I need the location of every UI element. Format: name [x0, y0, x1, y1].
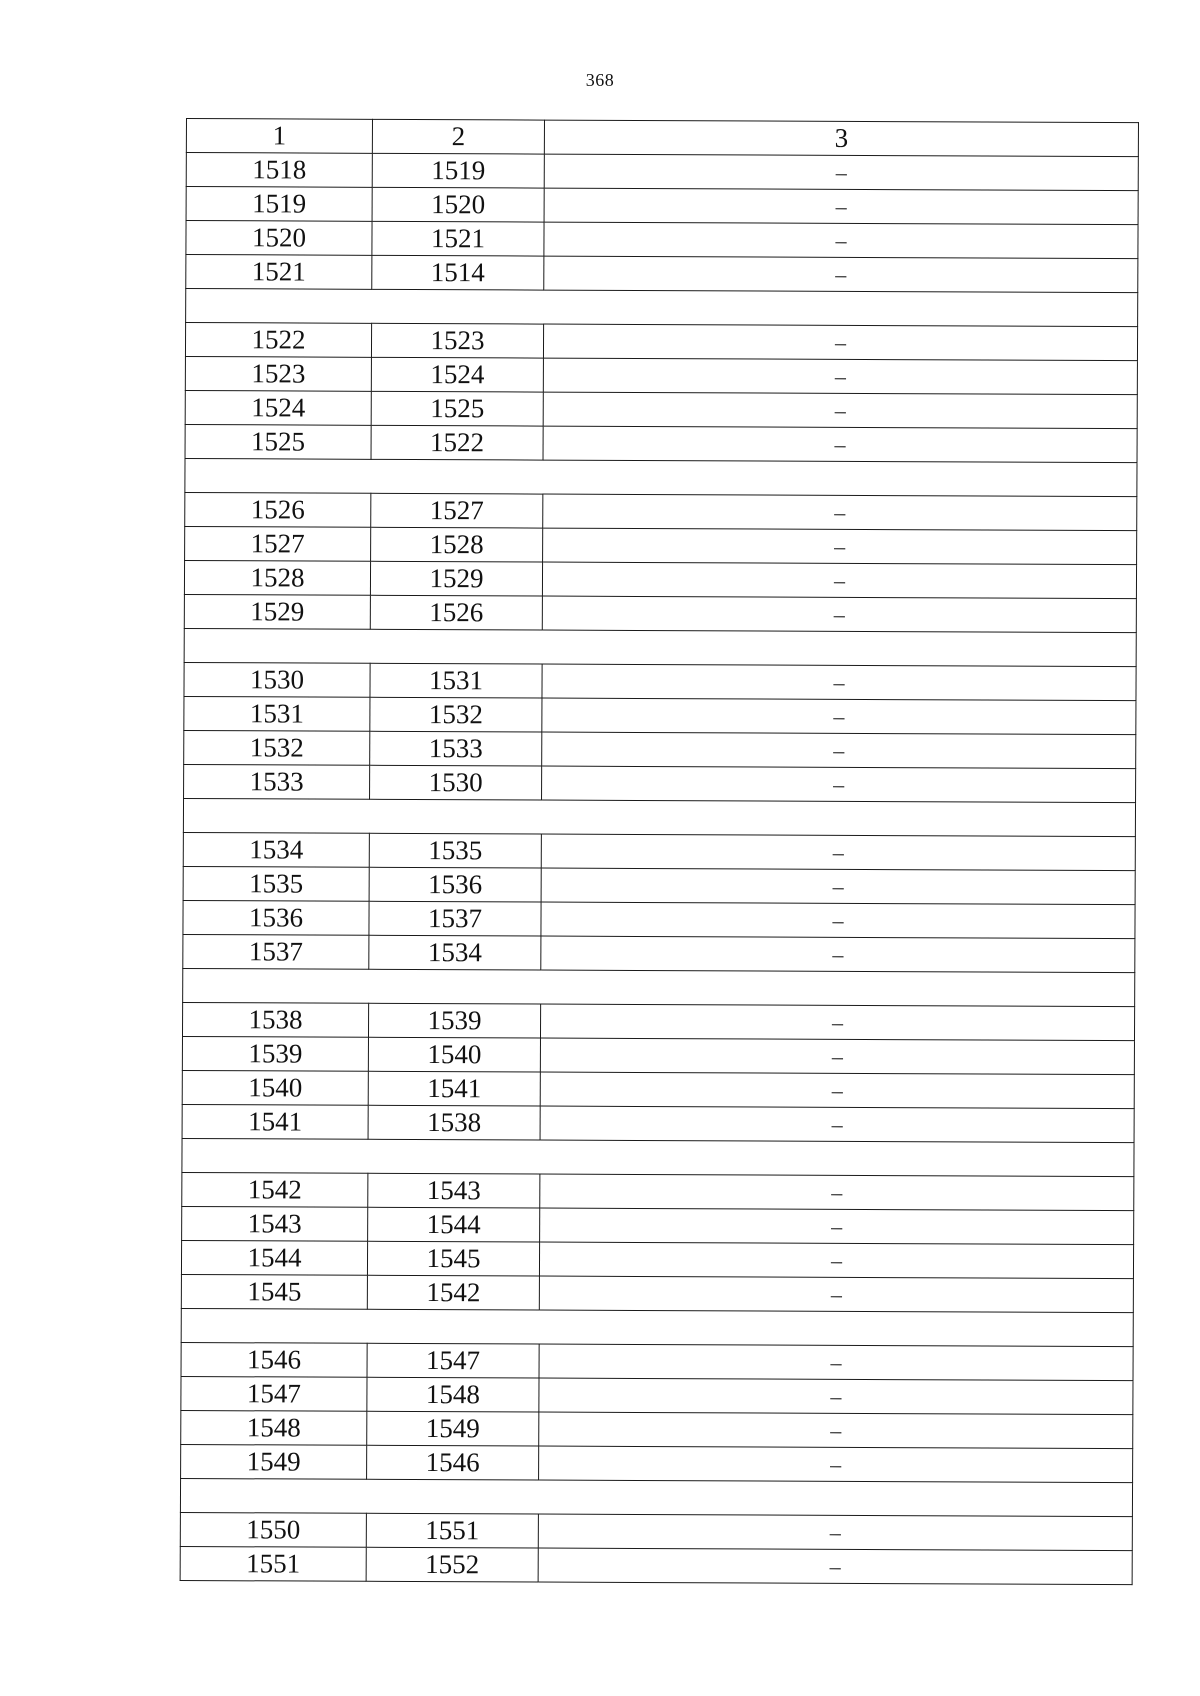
table-row	[185, 390, 1137, 428]
table-cell-col3: –	[539, 1276, 1133, 1313]
table-cell-col2: 1524	[371, 357, 543, 392]
table-cell-col1: 1526	[185, 492, 371, 527]
table-cell-col2: 1526	[370, 595, 542, 630]
table-cell-col2: 1534	[369, 935, 541, 970]
table-cell-col2: 1544	[368, 1207, 540, 1242]
table-row	[182, 1070, 1134, 1108]
table-row	[185, 424, 1137, 462]
table-cell-col2: 1529	[370, 561, 542, 596]
table-row	[182, 1172, 1134, 1210]
table-row	[185, 492, 1137, 530]
table-cell-col3: –	[542, 664, 1136, 701]
table-cell-col2: 1545	[367, 1241, 539, 1276]
table-cell-col2: 1540	[368, 1037, 540, 1072]
table-row	[185, 323, 1137, 361]
page-number: 368	[585, 70, 615, 90]
table-cell-col2: 1543	[368, 1173, 540, 1208]
table-cell-col1: 1540	[182, 1070, 368, 1105]
table-row	[182, 1002, 1134, 1040]
table-header-row	[186, 119, 1138, 157]
table-cell-col3: –	[541, 936, 1135, 973]
table-row	[181, 1410, 1133, 1448]
table-cell-col3: –	[542, 766, 1136, 803]
table-cell-col3: –	[544, 256, 1138, 293]
table-row	[186, 153, 1138, 191]
table-row	[186, 187, 1138, 225]
column-header-1: 1	[186, 119, 372, 154]
table-row	[182, 1206, 1134, 1244]
table-row	[184, 764, 1136, 802]
table-cell-col2: 1552	[366, 1547, 538, 1582]
group-separator-cell	[186, 289, 1138, 327]
group-separator-cell	[180, 1478, 1132, 1516]
table-cell-col3: –	[539, 1344, 1133, 1381]
table-row	[181, 1274, 1133, 1312]
table-cell-col1: 1549	[181, 1444, 367, 1479]
table-cell-col1: 1542	[182, 1172, 368, 1207]
table-row	[180, 1512, 1132, 1550]
table-cell-col1: 1539	[182, 1036, 368, 1071]
group-separator-cell	[185, 458, 1137, 496]
table-cell-col2: 1527	[371, 493, 543, 528]
table-row	[182, 1104, 1134, 1142]
table-cell-col1: 1536	[183, 900, 369, 935]
table-cell-col3: –	[542, 562, 1136, 599]
table-cell-col1: 1522	[185, 323, 371, 358]
table-cell-col1: 1538	[182, 1002, 368, 1037]
table-row	[184, 662, 1136, 700]
table-cell-col1: 1523	[185, 356, 371, 391]
table-cell-col1: 1520	[186, 221, 372, 256]
table-cell-col2: 1542	[367, 1275, 539, 1310]
table-cell-col2: 1538	[368, 1105, 540, 1140]
table-cell-col1: 1541	[182, 1104, 368, 1139]
table-row	[183, 900, 1135, 938]
table-cell-col2: 1532	[370, 697, 542, 732]
group-separator-row	[183, 968, 1135, 1006]
group-separator-cell	[181, 1308, 1133, 1346]
table-row	[184, 730, 1136, 768]
group-separator-cell	[183, 798, 1135, 836]
table-cell-col1: 1547	[181, 1376, 367, 1411]
table-cell-col1: 1548	[181, 1410, 367, 1445]
table-cell-col2: 1521	[372, 221, 544, 256]
table-cell-col3: –	[543, 392, 1137, 429]
table-cell-col2: 1535	[369, 833, 541, 868]
table-cell-col3: –	[539, 1446, 1133, 1483]
table-cell-col3: –	[542, 698, 1136, 735]
group-separator-row	[182, 1138, 1134, 1176]
group-separator-row	[181, 1308, 1133, 1346]
table-cell-col1: 1533	[184, 764, 370, 799]
table-row	[185, 526, 1137, 564]
table-cell-col1: 1535	[183, 866, 369, 901]
table-cell-col3: –	[543, 426, 1137, 463]
table-cell-col3: –	[540, 1106, 1134, 1143]
group-separator-cell	[183, 968, 1135, 1006]
column-header-2: 2	[372, 119, 544, 154]
table-row	[183, 934, 1135, 972]
table-cell-col1: 1529	[184, 594, 370, 629]
table-cell-col2: 1539	[368, 1003, 540, 1038]
table-row	[186, 255, 1138, 293]
table-cell-col1: 1550	[180, 1512, 366, 1547]
table-row	[182, 1036, 1134, 1074]
table-cell-col3: –	[543, 358, 1137, 395]
group-separator-row	[184, 628, 1136, 666]
table-row	[181, 1376, 1133, 1414]
table-cell-col1: 1532	[184, 730, 370, 765]
table-cell-col1: 1537	[183, 934, 369, 969]
table-cell-col1: 1551	[180, 1546, 366, 1581]
group-separator-row	[186, 289, 1138, 327]
table-row	[186, 221, 1138, 259]
table-cell-col2: 1541	[368, 1071, 540, 1106]
table-cell-col1: 1531	[184, 696, 370, 731]
table-cell-col3: –	[540, 1004, 1134, 1041]
table-cell-col1: 1534	[183, 832, 369, 867]
table-cell-col3: –	[538, 1514, 1132, 1551]
table-cell-col1: 1519	[186, 187, 372, 222]
table-row	[183, 832, 1135, 870]
table-cell-col3: –	[540, 1174, 1134, 1211]
table-row	[181, 1342, 1133, 1380]
table-cell-col2: 1522	[371, 425, 543, 460]
table-cell-col1: 1543	[182, 1206, 368, 1241]
table-cell-col2: 1537	[369, 901, 541, 936]
table-cell-col3: –	[538, 1548, 1132, 1585]
table-cell-col3: –	[539, 1378, 1133, 1415]
group-separator-row	[183, 798, 1135, 836]
table-row	[181, 1444, 1133, 1482]
table-cell-col2: 1546	[367, 1445, 539, 1480]
table-cell-col3: –	[543, 528, 1137, 565]
table-cell-col1: 1544	[181, 1240, 367, 1275]
group-separator-row	[180, 1478, 1132, 1516]
table-cell-col2: 1533	[370, 731, 542, 766]
table-row	[183, 866, 1135, 904]
table-row	[185, 356, 1137, 394]
table-cell-col1: 1527	[185, 526, 371, 561]
table-cell-col2: 1519	[372, 153, 544, 188]
table-cell-col3: –	[540, 1208, 1134, 1245]
table-cell-col2: 1551	[366, 1513, 538, 1548]
table-cell-col3: –	[543, 494, 1137, 531]
table-cell-col3: –	[542, 732, 1136, 769]
table-cell-col1: 1546	[181, 1342, 367, 1377]
table-cell-col3: –	[541, 834, 1135, 871]
table-cell-col2: 1547	[367, 1343, 539, 1378]
table-cell-col2: 1548	[367, 1377, 539, 1412]
table-cell-col1: 1545	[181, 1274, 367, 1309]
table-cell-col1: 1528	[184, 560, 370, 595]
data-table	[180, 118, 1139, 1585]
table-cell-col2: 1523	[371, 323, 543, 358]
table-cell-col3: –	[539, 1412, 1133, 1449]
table-cell-col3: –	[540, 1072, 1134, 1109]
table-cell-col3: –	[541, 868, 1135, 905]
table-cell-col2: 1536	[369, 867, 541, 902]
column-header-3: 3	[544, 120, 1138, 157]
table-cell-col1: 1518	[186, 153, 372, 188]
table-cell-col3: –	[541, 902, 1135, 939]
table-cell-col2: 1531	[370, 663, 542, 698]
table-cell-col1: 1521	[186, 255, 372, 290]
table-cell-col1: 1525	[185, 424, 371, 459]
table-cell-col2: 1549	[367, 1411, 539, 1446]
group-separator-cell	[184, 628, 1136, 666]
table-row	[184, 594, 1136, 632]
group-separator-cell	[182, 1138, 1134, 1176]
group-separator-row	[185, 458, 1137, 496]
table-body	[180, 119, 1138, 1585]
table-cell-col3: –	[544, 222, 1138, 259]
table-cell-col2: 1530	[370, 765, 542, 800]
table-cell-col2: 1528	[371, 527, 543, 562]
table-cell-col1: 1530	[184, 662, 370, 697]
table-cell-col3: –	[544, 188, 1138, 225]
table-cell-col3: –	[543, 324, 1137, 361]
table-row	[184, 696, 1136, 734]
table-cell-col1: 1524	[185, 390, 371, 425]
table-row	[184, 560, 1136, 598]
table-cell-col2: 1525	[371, 391, 543, 426]
table-cell-col3: –	[540, 1038, 1134, 1075]
table-row	[181, 1240, 1133, 1278]
table-cell-col2: 1514	[372, 255, 544, 290]
table-row	[180, 1546, 1132, 1584]
table-cell-col3: –	[539, 1242, 1133, 1279]
table-cell-col2: 1520	[372, 187, 544, 222]
table-cell-col3: –	[544, 154, 1138, 191]
table-cell-col3: –	[542, 596, 1136, 633]
